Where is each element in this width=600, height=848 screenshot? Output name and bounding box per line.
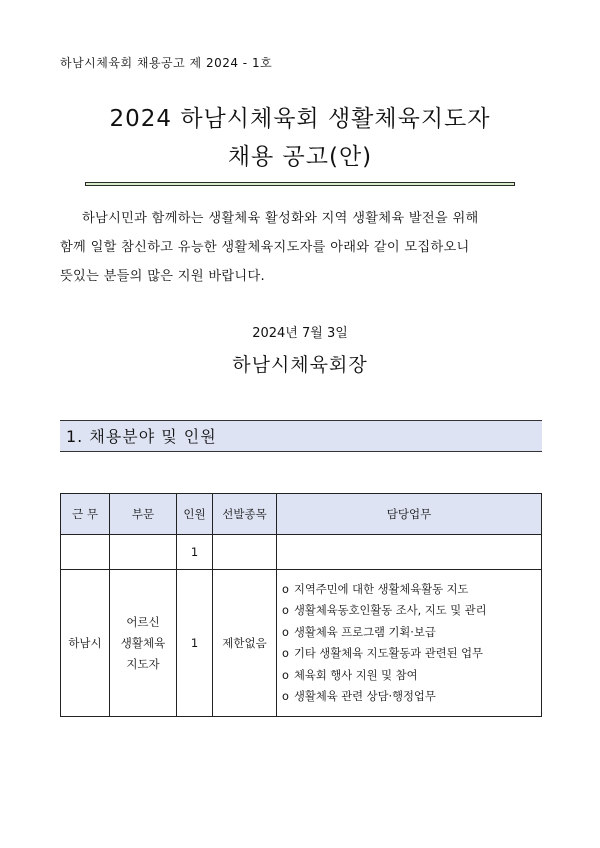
division-line: 생활체육 (120, 635, 166, 650)
cell-duties (277, 535, 542, 570)
duty-text: 생활체육 관련 상담·행정업무 (294, 690, 436, 703)
duty-item (282, 622, 541, 644)
document-number: 하남시체육회 채용공고 제 2024 - 1호 (60, 56, 273, 70)
cell-duties (277, 570, 542, 717)
cell-sport: 제한없음 (213, 570, 277, 717)
cell-sport (213, 535, 277, 570)
table-header-row (61, 494, 542, 535)
header-division: 부문 (110, 494, 177, 535)
signer: 하남시체육회장 (232, 354, 368, 376)
page-subtitle: 채용 공고(안) (227, 144, 373, 170)
recruitment-table (60, 493, 542, 717)
cell-count: 1 (177, 535, 213, 570)
duty-text: 지역주민에 대한 생활체육활동 지도 (294, 582, 469, 596)
intro-line (60, 204, 542, 233)
bullet-mark: o (282, 625, 289, 639)
cell-location: 하남시 (61, 570, 110, 717)
table-row (61, 535, 542, 570)
page-title: 2024 하남시체육회 생활체육지도자 (109, 106, 491, 132)
division-line: 지도자 (126, 656, 160, 671)
duty-item (282, 686, 541, 708)
intro-line: 뜻있는 분들의 많은 지원 바랍니다. (60, 269, 266, 284)
intro-line-text: 하남시민과 함께하는 생활체육 활성화와 지역 생활체육 발전을 위해 (82, 211, 479, 226)
cell-division (110, 535, 177, 570)
intro-paragraph (60, 204, 542, 291)
duty-text: 기타 생활체육 지도활동과 관련된 업무 (294, 647, 483, 660)
duty-item (282, 665, 541, 687)
duty-item (282, 579, 541, 601)
bullet-mark: o (282, 582, 289, 596)
header-count: 인원 (177, 494, 213, 535)
intro-line: 함께 일할 참신하고 유능한 생활체육지도자를 아래와 같이 모집하오니 (60, 240, 470, 255)
bullet-mark: o (282, 647, 289, 660)
header-duties: 담당업무 (277, 494, 542, 535)
duty-text: 체육회 행사 지원 및 참여 (294, 668, 418, 682)
bullet-mark: o (282, 604, 289, 617)
duty-item (282, 643, 541, 665)
header-location: 근 무 (61, 494, 110, 535)
table-row (61, 570, 542, 717)
title-divider (85, 182, 515, 186)
duty-text: 생활체육동호인활동 조사, 지도 및 관리 (294, 604, 487, 617)
cell-count: 1 (177, 570, 213, 717)
announcement-date: 2024년 7월 3일 (252, 326, 348, 341)
bullet-mark: o (282, 690, 289, 703)
cell-location (61, 535, 110, 570)
bullet-mark: o (282, 668, 289, 682)
duty-item (282, 600, 541, 622)
cell-division (110, 570, 177, 717)
division-line: 어르신 (126, 614, 160, 629)
header-sport: 선발종목 (213, 494, 277, 535)
section-heading-recruitment: 1. 채용분야 및 인원 (60, 420, 542, 452)
duty-text: 생활체육 프로그램 기획·보급 (294, 625, 436, 639)
